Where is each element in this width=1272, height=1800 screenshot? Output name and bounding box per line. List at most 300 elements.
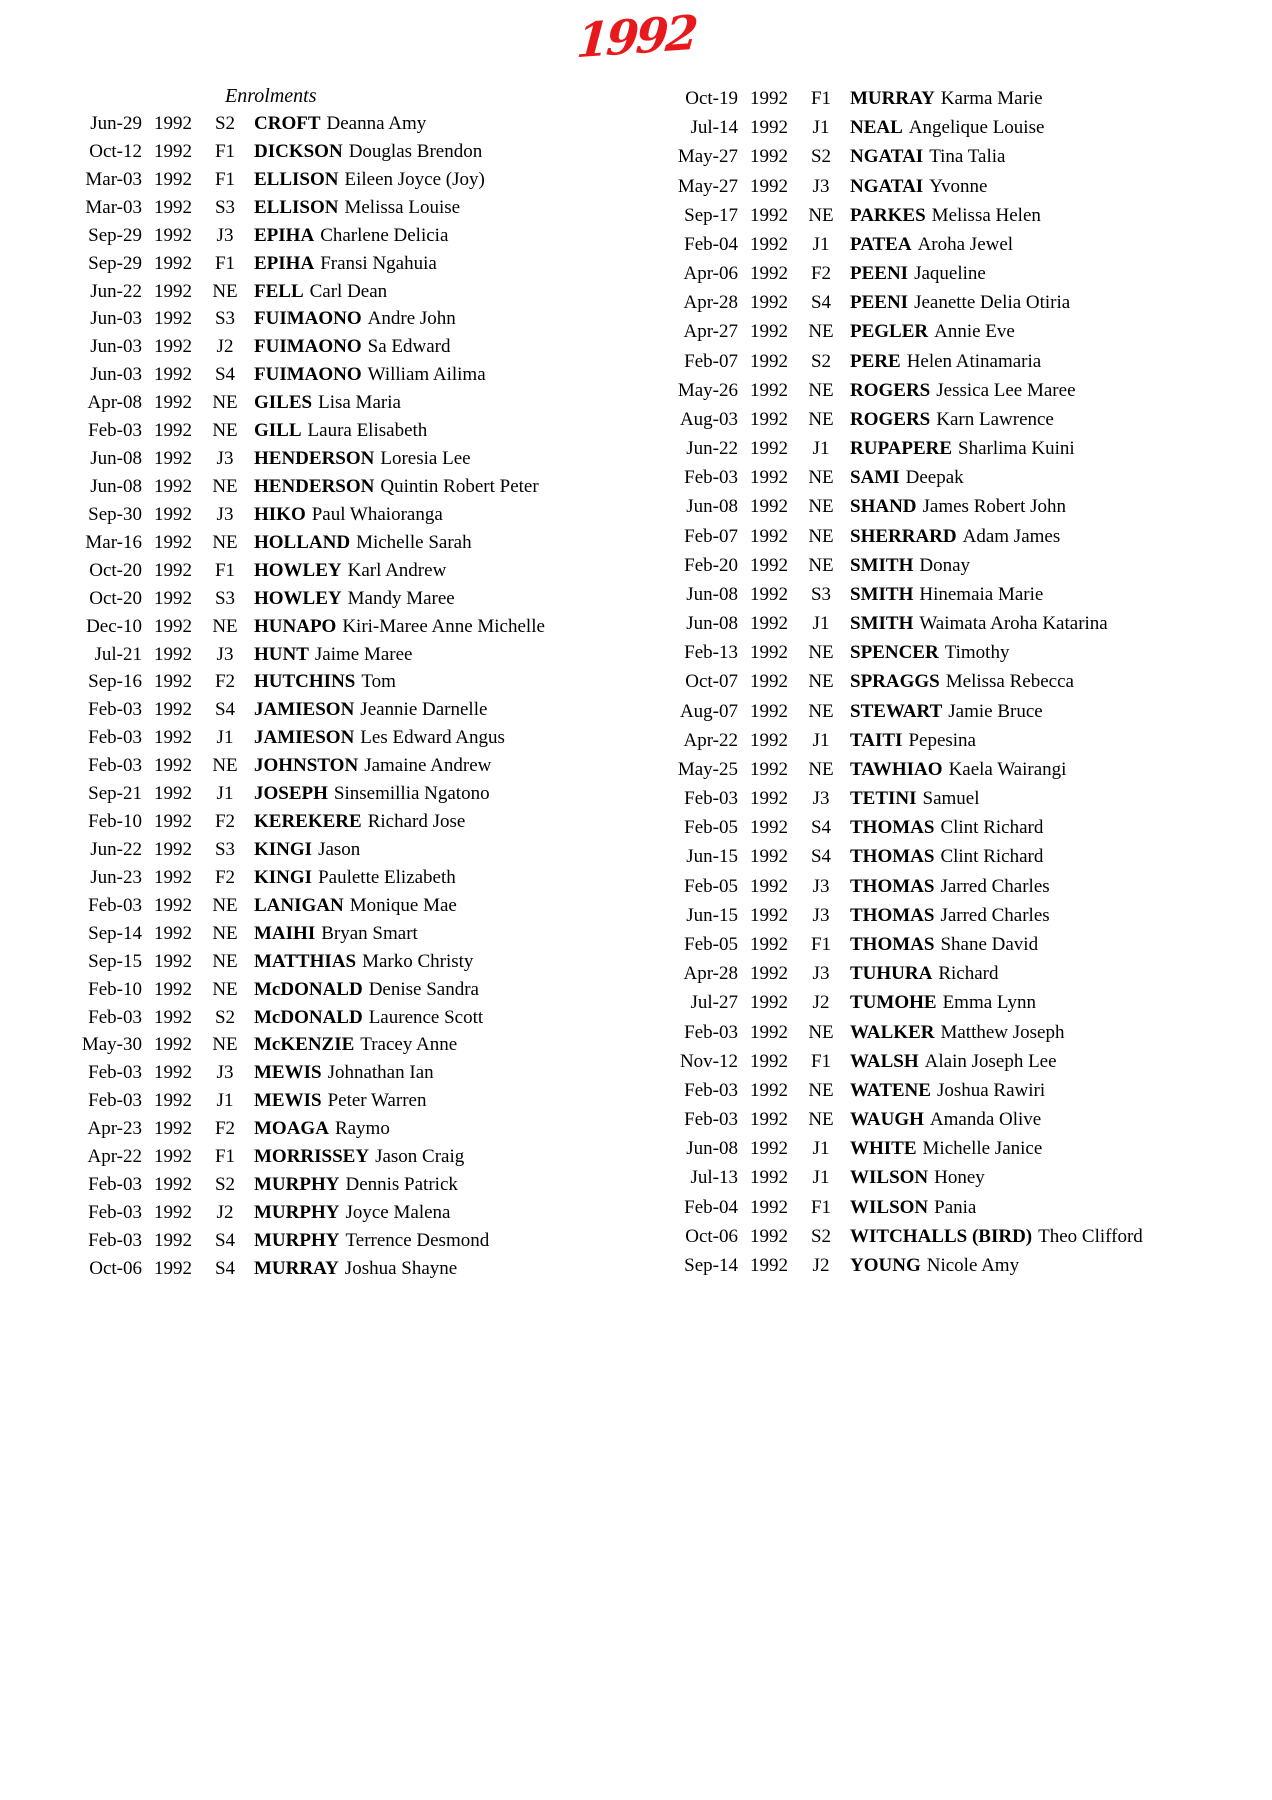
student-given-names: Karl Andrew xyxy=(347,559,447,581)
enrolment-date: Feb-04 xyxy=(684,233,738,255)
enrolment-level-code: NE xyxy=(212,1034,238,1056)
enrolment-name xyxy=(254,1255,545,1283)
enrolment-level-code: F2 xyxy=(214,866,236,888)
enrolment-level-code: F1 xyxy=(214,140,236,162)
enrolment-level-code: NE xyxy=(808,467,834,489)
enrolment-name xyxy=(850,1251,1143,1280)
enrolment-level-code: J3 xyxy=(216,503,234,525)
enrolment-level-code: NE xyxy=(212,950,238,972)
enrolment-year: 1992 xyxy=(154,1257,192,1279)
enrolment-name xyxy=(850,1018,1143,1047)
enrolment-name xyxy=(850,317,1143,346)
enrolment-level-code: J1 xyxy=(812,1167,830,1189)
enrolment-name xyxy=(254,585,545,613)
student-given-names: Johnathan Ian xyxy=(327,1062,434,1084)
student-surname: MURPHY xyxy=(254,1174,340,1196)
enrolment-year: 1992 xyxy=(750,496,788,518)
student-given-names: Hinemaia Marie xyxy=(919,583,1044,605)
enrolment-name xyxy=(254,389,545,417)
student-surname: FUIMAONO xyxy=(254,308,362,330)
student-surname: PEENI xyxy=(850,263,909,285)
enrolment-date: Jun-22 xyxy=(90,838,142,860)
enrolment-date: May-25 xyxy=(677,758,738,780)
enrolment-row xyxy=(598,113,1143,142)
enrolment-row xyxy=(598,726,1143,755)
enrolment-date: Feb-05 xyxy=(684,817,738,839)
student-given-names: Theo Clifford xyxy=(1038,1225,1143,1247)
enrolment-level-code: NE xyxy=(212,420,238,442)
enrolment-row xyxy=(62,585,545,613)
enrolment-name xyxy=(254,808,545,836)
student-surname: ELLISON xyxy=(254,196,339,218)
student-given-names: Pania xyxy=(934,1196,977,1218)
student-given-names: Paul Whaioranga xyxy=(311,503,443,525)
enrolment-date: Oct-06 xyxy=(685,1225,738,1247)
enrolment-level-code: J3 xyxy=(216,643,234,665)
student-given-names: William Ailima xyxy=(367,364,486,386)
student-surname: MEWIS xyxy=(254,1062,322,1084)
enrolment-row xyxy=(598,609,1143,638)
enrolment-year: 1992 xyxy=(750,175,788,197)
student-given-names: Douglas Brendon xyxy=(348,140,483,162)
student-given-names: Karn Lawrence xyxy=(936,408,1054,430)
enrolment-name xyxy=(254,1171,545,1199)
student-given-names: Jaqueline xyxy=(914,263,986,285)
student-surname: TUMOHE xyxy=(850,992,937,1014)
enrolment-year: 1992 xyxy=(154,364,192,386)
enrolment-date: Mar-03 xyxy=(85,168,142,190)
enrolment-year: 1992 xyxy=(750,1254,788,1276)
student-surname: FELL xyxy=(254,280,304,302)
enrolment-year: 1992 xyxy=(750,1021,788,1043)
enrolment-row xyxy=(62,557,545,585)
student-given-names: Clint Richard xyxy=(940,817,1044,839)
enrolment-name xyxy=(850,492,1143,521)
enrolment-name xyxy=(850,930,1143,959)
student-given-names: Les Edward Angus xyxy=(360,727,505,749)
enrolment-level-code: S3 xyxy=(214,587,236,609)
enrolment-year: 1992 xyxy=(750,933,788,955)
enrolment-name xyxy=(850,959,1143,988)
enrolment-level-code: NE xyxy=(808,758,834,780)
enrolment-level-code: F1 xyxy=(810,933,832,955)
student-given-names: Carl Dean xyxy=(309,280,388,302)
enrolment-name xyxy=(254,194,545,222)
enrolment-level-code: F1 xyxy=(214,1146,236,1168)
enrolment-name xyxy=(254,557,545,585)
enrolment-row xyxy=(62,166,545,194)
enrolment-name xyxy=(254,1087,545,1115)
enrolment-year: 1992 xyxy=(154,811,192,833)
enrolment-name xyxy=(254,250,545,278)
enrolment-level-code: NE xyxy=(212,978,238,1000)
enrolment-row xyxy=(62,1227,545,1255)
student-given-names: Joyce Malena xyxy=(345,1201,451,1223)
enrolment-year: 1992 xyxy=(750,379,788,401)
enrolment-year: 1992 xyxy=(154,196,192,218)
enrolment-year: 1992 xyxy=(750,583,788,605)
enrolment-level-code: J2 xyxy=(812,1254,830,1276)
enrolment-year: 1992 xyxy=(750,1138,788,1160)
enrolment-date: Jun-15 xyxy=(686,904,738,926)
student-given-names: Denise Sandra xyxy=(368,978,479,1000)
student-given-names: Emma Lynn xyxy=(942,992,1036,1014)
enrolment-level-code: NE xyxy=(808,321,834,343)
enrolment-level-code: J3 xyxy=(812,875,830,897)
enrolment-row xyxy=(598,551,1143,580)
enrolment-year: 1992 xyxy=(154,1201,192,1223)
enrolment-row xyxy=(62,1255,545,1283)
enrolment-year: 1992 xyxy=(750,350,788,372)
enrolment-name xyxy=(850,1105,1143,1134)
enrolment-name xyxy=(850,901,1143,930)
enrolment-year: 1992 xyxy=(750,758,788,780)
student-given-names: Timothy xyxy=(944,642,1010,664)
student-surname: TAITI xyxy=(850,729,903,751)
student-surname: MURRAY xyxy=(254,1257,339,1279)
enrolment-year: 1992 xyxy=(154,224,192,246)
student-given-names: Jaime Maree xyxy=(314,643,413,665)
enrolment-row xyxy=(598,755,1143,784)
enrolment-name xyxy=(850,230,1143,259)
enrolment-date: Feb-07 xyxy=(684,525,738,547)
enrolment-date: Apr-08 xyxy=(87,392,142,414)
enrolment-row xyxy=(62,864,545,892)
enrolment-level-code: S3 xyxy=(214,196,236,218)
student-surname: MURPHY xyxy=(254,1201,340,1223)
enrolment-level-code: J3 xyxy=(216,1062,234,1084)
student-given-names: Melissa Rebecca xyxy=(945,671,1074,693)
enrolment-level-code: NE xyxy=(808,1079,834,1101)
enrolment-row xyxy=(598,492,1143,521)
enrolment-date: Feb-03 xyxy=(88,894,142,916)
student-surname: THOMAS xyxy=(850,933,935,955)
student-given-names: Donay xyxy=(919,554,971,576)
enrolment-year: 1992 xyxy=(154,392,192,414)
enrolment-name xyxy=(850,1163,1143,1192)
enrolment-name xyxy=(254,501,545,529)
enrolment-year: 1992 xyxy=(154,503,192,525)
enrolment-date: Sep-30 xyxy=(88,503,142,525)
enrolment-row xyxy=(598,872,1143,901)
enrolment-date: Jun-03 xyxy=(90,336,142,358)
student-given-names: Eileen Joyce (Joy) xyxy=(344,168,485,190)
enrolment-level-code: NE xyxy=(808,204,834,226)
student-surname: WILSON xyxy=(850,1196,929,1218)
enrolment-row xyxy=(598,405,1143,434)
enrolment-date: Jun-03 xyxy=(90,364,142,386)
enrolment-date: Dec-10 xyxy=(86,615,142,637)
enrolment-row xyxy=(598,347,1143,376)
student-given-names: Matthew Joseph xyxy=(940,1021,1065,1043)
student-given-names: Paulette Elizabeth xyxy=(318,866,456,888)
student-surname: SHERRARD xyxy=(850,525,957,547)
enrolment-year: 1992 xyxy=(750,729,788,751)
enrolment-level-code: NE xyxy=(808,1109,834,1131)
enrolment-row xyxy=(62,278,545,306)
enrolment-year: 1992 xyxy=(750,292,788,314)
enrolment-date: Jun-08 xyxy=(90,475,142,497)
enrolment-name xyxy=(850,872,1143,901)
enrolment-row xyxy=(62,780,545,808)
enrolment-row xyxy=(62,305,545,333)
student-given-names: Michelle Janice xyxy=(922,1138,1043,1160)
enrolment-name xyxy=(254,920,545,948)
enrolment-row xyxy=(62,333,545,361)
enrolment-date: Jun-08 xyxy=(686,1138,738,1160)
enrolment-year: 1992 xyxy=(154,1062,192,1084)
enrolment-year: 1992 xyxy=(750,321,788,343)
enrolment-level-code: S2 xyxy=(810,146,832,168)
enrolment-year: 1992 xyxy=(154,727,192,749)
enrolment-date: Jul-13 xyxy=(690,1167,738,1189)
enrolment-year: 1992 xyxy=(750,146,788,168)
student-surname: PATEA xyxy=(850,233,912,255)
enrolment-row xyxy=(598,1134,1143,1163)
enrolment-row xyxy=(598,1193,1143,1222)
enrolment-date: Apr-22 xyxy=(683,729,738,751)
student-given-names: Joshua Shayne xyxy=(344,1257,458,1279)
student-given-names: Sa Edward xyxy=(367,336,451,358)
enrolment-year: 1992 xyxy=(154,140,192,162)
student-given-names: Helen Atinamaria xyxy=(906,350,1042,372)
student-surname: EPIHA xyxy=(254,252,315,274)
enrolment-year: 1992 xyxy=(750,817,788,839)
student-surname: JOHNSTON xyxy=(254,755,359,777)
enrolment-row xyxy=(598,317,1143,346)
enrolment-row xyxy=(62,696,545,724)
enrolment-name xyxy=(254,668,545,696)
student-given-names: Dennis Patrick xyxy=(345,1174,458,1196)
enrolment-level-code: J3 xyxy=(812,963,830,985)
enrolment-level-code: NE xyxy=(808,1021,834,1043)
enrolment-row xyxy=(598,638,1143,667)
student-surname: THOMAS xyxy=(850,875,935,897)
student-surname: ELLISON xyxy=(254,168,339,190)
enrolment-year: 1992 xyxy=(750,963,788,985)
enrolment-level-code: NE xyxy=(808,642,834,664)
enrolment-name xyxy=(254,417,545,445)
enrolment-level-code: J3 xyxy=(216,224,234,246)
student-surname: WILSON xyxy=(850,1167,929,1189)
enrolment-row xyxy=(598,1163,1143,1192)
enrolment-level-code: NE xyxy=(808,496,834,518)
enrolment-date: Oct-07 xyxy=(685,671,738,693)
student-given-names: Terrence Desmond xyxy=(345,1229,490,1251)
enrolment-row xyxy=(598,580,1143,609)
student-surname: PERE xyxy=(850,350,901,372)
student-given-names: Jessica Lee Maree xyxy=(936,379,1076,401)
student-surname: SPENCER xyxy=(850,642,939,664)
enrolment-name xyxy=(850,988,1143,1017)
enrolment-date: Feb-13 xyxy=(684,642,738,664)
enrolment-level-code: NE xyxy=(808,671,834,693)
student-given-names: Nicole Amy xyxy=(926,1254,1020,1276)
enrolment-row xyxy=(62,1087,545,1115)
enrolment-row xyxy=(598,842,1143,871)
enrolment-date: Jun-22 xyxy=(686,438,738,460)
enrolment-level-code: NE xyxy=(808,554,834,576)
enrolment-date: Feb-03 xyxy=(88,1174,142,1196)
enrolment-year: 1992 xyxy=(154,615,192,637)
enrolment-level-code: S2 xyxy=(214,1006,236,1028)
student-surname: STEWART xyxy=(850,700,943,722)
student-surname: MORRISSEY xyxy=(254,1146,370,1168)
enrolment-name xyxy=(850,1134,1143,1163)
student-given-names: Deanna Amy xyxy=(326,113,427,134)
student-given-names: Honey xyxy=(934,1167,985,1189)
enrolment-name xyxy=(850,667,1143,696)
enrolment-year: 1992 xyxy=(154,922,192,944)
enrolment-name xyxy=(254,1143,545,1171)
enrolment-date: May-27 xyxy=(677,175,738,197)
enrolment-row xyxy=(62,138,545,166)
student-given-names: Peter Warren xyxy=(327,1090,427,1112)
enrolment-level-code: J1 xyxy=(812,613,830,635)
enrolment-name xyxy=(254,1227,545,1255)
enrolment-name xyxy=(254,278,545,306)
enrolment-year: 1992 xyxy=(750,1079,788,1101)
enrolment-name xyxy=(850,113,1143,142)
student-given-names: Angelique Louise xyxy=(908,117,1045,139)
student-surname: KEREKERE xyxy=(254,811,362,833)
enrolment-date: May-27 xyxy=(677,146,738,168)
enrolment-row xyxy=(598,813,1143,842)
enrolment-name xyxy=(254,445,545,473)
enrolment-name xyxy=(254,1004,545,1032)
student-surname: TAWHIAO xyxy=(850,758,943,780)
enrolment-row xyxy=(62,1059,545,1087)
student-given-names: Jeannie Darnelle xyxy=(360,699,488,721)
enrolment-year: 1992 xyxy=(154,113,192,134)
enrolment-date: Oct-20 xyxy=(89,587,142,609)
enrolment-name xyxy=(850,842,1143,871)
student-surname: ROGERS xyxy=(850,408,931,430)
enrolment-name xyxy=(850,201,1143,230)
enrolment-name xyxy=(850,288,1143,317)
student-surname: WITCHALLS (BIRD) xyxy=(850,1225,1033,1247)
enrolment-row xyxy=(62,250,545,278)
enrolment-year: 1992 xyxy=(750,846,788,868)
enrolment-name xyxy=(850,784,1143,813)
enrolment-year: 1992 xyxy=(154,1090,192,1112)
enrolment-date: Feb-20 xyxy=(684,554,738,576)
student-given-names: Amanda Olive xyxy=(929,1109,1042,1131)
student-surname: SMITH xyxy=(850,613,914,635)
enrolment-level-code: S4 xyxy=(810,846,832,868)
enrolment-name xyxy=(254,222,545,250)
enrolment-level-code: NE xyxy=(212,280,238,302)
enrolment-row xyxy=(598,230,1143,259)
enrolment-date: Sep-14 xyxy=(684,1254,738,1276)
enrolment-year: 1992 xyxy=(154,1146,192,1168)
enrolment-name xyxy=(850,347,1143,376)
enrolment-name xyxy=(850,463,1143,492)
year-title: 1992 xyxy=(574,5,698,70)
student-surname: WALSH xyxy=(850,1050,919,1072)
student-surname: SPRAGGS xyxy=(850,671,940,693)
enrolment-level-code: S2 xyxy=(810,1225,832,1247)
enrolment-name xyxy=(254,166,545,194)
enrolment-row xyxy=(62,222,545,250)
enrolment-level-code: S2 xyxy=(810,350,832,372)
enrolment-row xyxy=(62,920,545,948)
enrolment-row xyxy=(598,84,1143,113)
student-surname: HUTCHINS xyxy=(254,671,356,693)
student-given-names: Jarred Charles xyxy=(940,904,1050,926)
enrolment-row xyxy=(598,288,1143,317)
student-surname: NEAL xyxy=(850,117,903,139)
enrolment-date: Feb-03 xyxy=(684,1021,738,1043)
enrolment-level-code: S3 xyxy=(810,583,832,605)
enrolment-row xyxy=(62,1031,545,1059)
enrolment-row xyxy=(598,901,1143,930)
enrolment-year: 1992 xyxy=(154,448,192,470)
enrolment-year: 1992 xyxy=(750,408,788,430)
enrolment-date: Apr-06 xyxy=(683,263,738,285)
student-given-names: Raymo xyxy=(334,1118,390,1140)
enrolment-row xyxy=(598,201,1143,230)
enrolment-name xyxy=(850,1047,1143,1076)
student-surname: JOSEPH xyxy=(254,783,328,805)
student-given-names: Tracey Anne xyxy=(360,1034,458,1056)
enrolment-name xyxy=(850,405,1143,434)
student-surname: YOUNG xyxy=(850,1254,921,1276)
student-surname: FUIMAONO xyxy=(254,364,362,386)
student-surname: CROFT xyxy=(254,113,321,134)
enrolment-name xyxy=(254,724,545,752)
enrolment-date: Feb-03 xyxy=(88,1090,142,1112)
enrolment-level-code: NE xyxy=(212,615,238,637)
enrolment-year: 1992 xyxy=(750,1225,788,1247)
student-given-names: Kiri-Maree Anne Michelle xyxy=(342,615,545,637)
student-surname: HIKO xyxy=(254,503,306,525)
enrolment-name xyxy=(850,697,1143,726)
enrolment-name xyxy=(254,305,545,333)
student-surname: WHITE xyxy=(850,1138,917,1160)
enrolment-date: Sep-17 xyxy=(684,204,738,226)
student-given-names: Alain Joseph Lee xyxy=(924,1050,1057,1072)
enrolment-name xyxy=(850,84,1143,113)
enrolment-row xyxy=(62,361,545,389)
enrolment-name xyxy=(254,780,545,808)
enrolment-level-code: NE xyxy=(808,525,834,547)
enrolment-level-code: NE xyxy=(808,700,834,722)
enrolment-year: 1992 xyxy=(154,838,192,860)
enrolment-level-code: NE xyxy=(212,755,238,777)
enrolment-year: 1992 xyxy=(154,950,192,972)
student-surname: FUIMAONO xyxy=(254,336,362,358)
student-given-names: Charlene Delicia xyxy=(320,224,449,246)
enrolment-name xyxy=(254,613,545,641)
student-given-names: Michelle Sarah xyxy=(356,531,472,553)
enrolment-year: 1992 xyxy=(154,894,192,916)
enrolment-date: Jun-23 xyxy=(90,866,142,888)
enrolment-level-code: J3 xyxy=(812,904,830,926)
student-surname: HOWLEY xyxy=(254,559,342,581)
enrolment-row xyxy=(598,697,1143,726)
student-surname: HENDERSON xyxy=(254,475,375,497)
enrolment-name xyxy=(254,752,545,780)
enrolment-year: 1992 xyxy=(750,263,788,285)
enrolment-level-code: S2 xyxy=(214,113,236,134)
enrolment-date: Sep-15 xyxy=(88,950,142,972)
enrolment-date: Jun-08 xyxy=(90,448,142,470)
student-surname: KINGI xyxy=(254,866,313,888)
student-given-names: Shane David xyxy=(940,933,1039,955)
enrolment-date: Aug-07 xyxy=(679,700,738,722)
enrolment-row xyxy=(62,1199,545,1227)
